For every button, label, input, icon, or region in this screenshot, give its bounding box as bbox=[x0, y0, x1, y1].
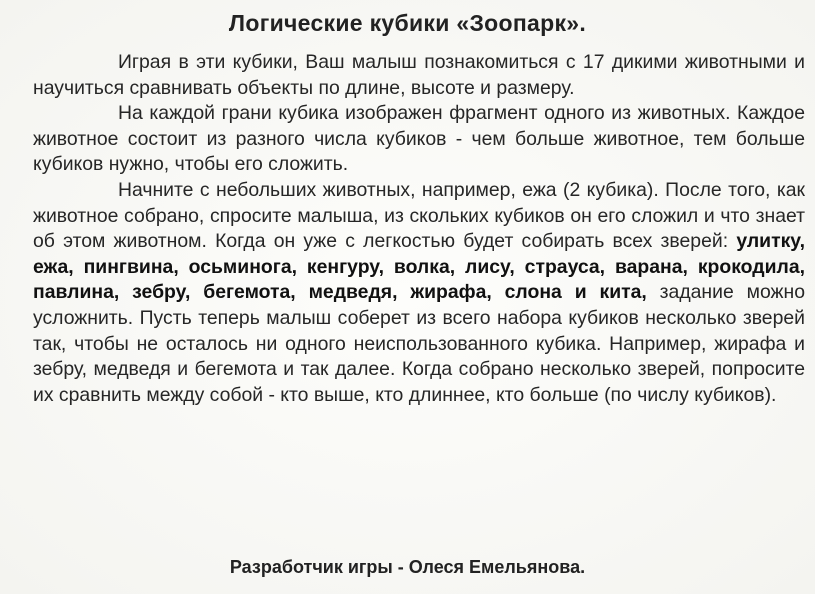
paragraph-instructions bbox=[33, 178, 805, 408]
document-title: Логические кубики «Зоопарк». bbox=[228, 10, 587, 36]
author-signature: Разработчик игры - Олеся Емельянова. bbox=[229, 557, 586, 577]
paragraph-intro: Играя в эти кубики, Ваш малыш познакомиться с 17 дикими животными и научиться сравнивать объекты по длине, высоте и размеру. bbox=[33, 51, 805, 99]
animals-list: улитку, ежа, пингвина, осьминога, кенгуру, волка, лису, страуса, варана, крокодила, павлина, зебру, бегемота, медведя, жирафа, слона и кита, bbox=[33, 230, 805, 304]
instructions-outro-text: задание можно усложнить. Пусть теперь малыш соберет из всего набора кубиков несколько зверей так, чтобы не осталось ни одного неиспользованного кубика. Например, жирафа и зебру, медведя и бегемота и так далее. Когда собрано несколько зверей, попросите их сравнить между собой - кто выше, кто длиннее, кто больше (по числу кубиков). bbox=[33, 281, 805, 406]
paragraph-description: На каждой грани кубика изображен фрагмент одного из животных. Каждое животное состоит из разного числа кубиков - чем больше животное, тем больше кубиков нужно, чтобы его сложить. bbox=[33, 102, 805, 176]
instructions-intro-text: Начните с небольших животных, например, ежа (2 кубика). После того, как животное собрано, спросите малыша, из скольких кубиков он его сложил и что знает об этом животном. Когда он уже с легкостью будет собирать всех зверей: bbox=[33, 178, 805, 253]
document-body bbox=[33, 50, 805, 408]
